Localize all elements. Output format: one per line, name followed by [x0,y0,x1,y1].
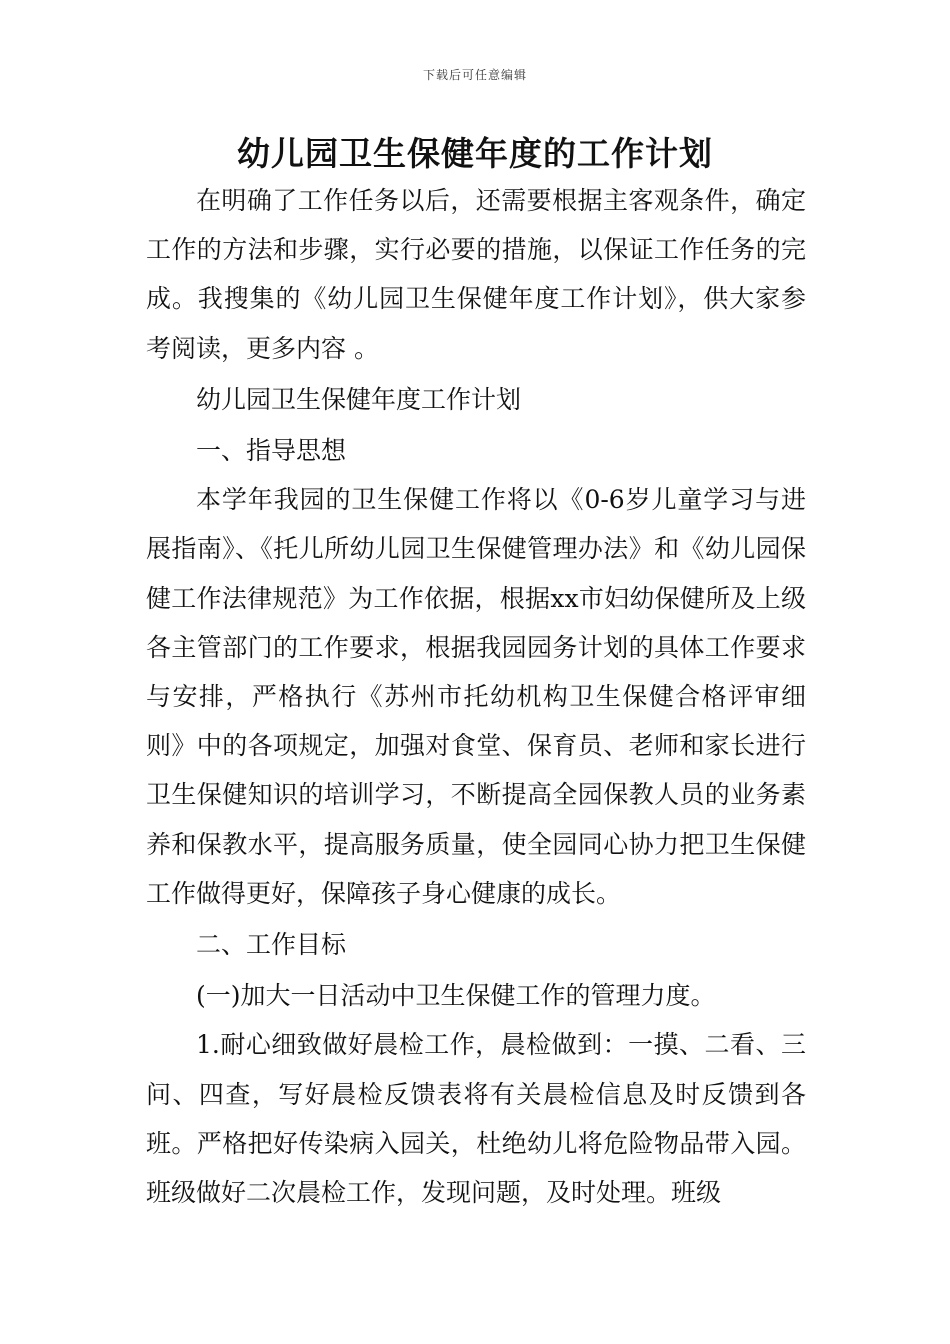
page-header-note: 下载后可任意编辑 [422,68,527,82]
item-paragraph-1: 1.耐心细致做好晨检工作，晨检做到：一摸、二看、三问、四查，写好晨检反馈表将有关晨检信息及时反馈到各班。严格把好传染病入园关，杜绝幼儿将危险物品带入园。班级做好二次晨检工作，发现问题，及时处理。班级 [146,1030,806,1208]
section-heading-guiding-idea: 一、指导思想 [196,436,347,466]
document-body [146,176,806,1217]
subsection-heading-one: (一)加大一日活动中卫生保健工作的管理力度。 [196,981,716,1011]
document-title: 幼儿园卫生保健年度的工作计划 [237,134,713,173]
section-heading-plan: 幼儿园卫生保健年度工作计划 [196,384,522,414]
section-heading-work-goals: 二、工作目标 [196,930,347,960]
intro-paragraph: 在明确了工作任务以后，还需要根据主客观条件，确定工作的方法和步骤，实行必要的措施，以保证工作任务的完成。我搜集的《幼儿园卫生保健年度工作计划》，供大家参考阅读，更多内容 。 [146,186,806,363]
guiding-idea-paragraph: 本学年我园的卫生保健工作将以《0-6岁儿童学习与进展指南》、《托儿所幼儿园卫生保健管理办法》和《幼儿园保健工作法律规范》为工作依据，根据xx市妇幼保健所及上级各主管部门的工作要求，根据我园园务计划的具体工作要求与安排，严格执行《苏州市托幼机构卫生保健合格评审细则》中的各项规定，加强对食堂、保育员、老师和家长进行卫生保健知识的培训学习，不断提高全园保教人员的业务素养和保教水平，提高服务质量，使全园同心协力把卫生保健工作做得更好，保障孩子身心健康的成长。 [146,485,806,908]
